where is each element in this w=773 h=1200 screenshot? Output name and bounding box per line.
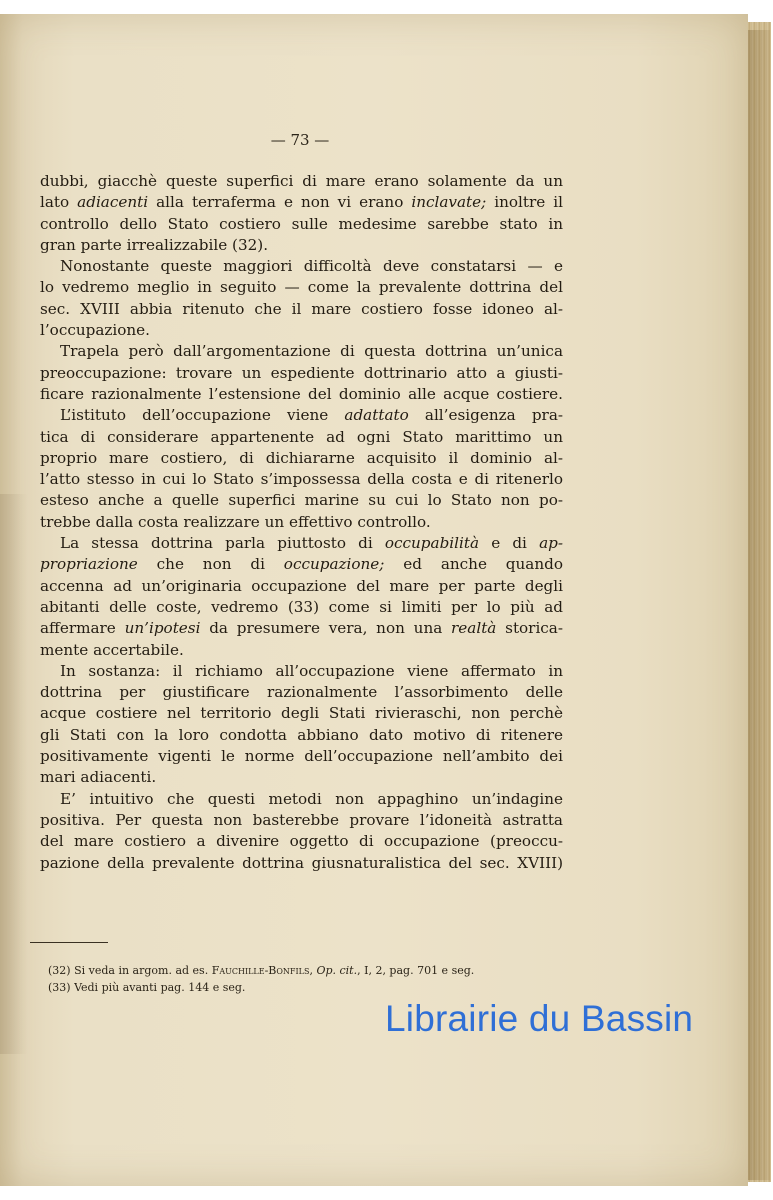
paragraph [40, 171, 563, 256]
text-line [40, 554, 563, 575]
text-line: esteso anche a quelle superfici marine su cui lo Stato non po- [40, 491, 563, 510]
watermark-text: Librairie du Bassin [385, 998, 694, 1039]
footnote-32 [48, 962, 558, 979]
footnote-work: Op. cit. [316, 964, 358, 977]
text-line: abitanti delle coste, vedremo (33) come si limiti per lo più ad [40, 597, 563, 616]
text-line: sec. XVIII abbia ritenuto che il mare costiero fosse idoneo al- [40, 299, 563, 318]
footnote-33 [48, 979, 558, 996]
text-line [40, 192, 563, 213]
text-line: positiva. Per questa non basterebbe provare l’idoneità astratta [40, 810, 563, 829]
text-line: mari adiacenti. [40, 768, 157, 787]
text-line: Trapela però dall’argomentazione di questa dottrina un’unica [60, 342, 563, 361]
text-line: acque costiere nel territorio degli Stati rivieraschi, non perchè [40, 704, 563, 723]
text-line: gran parte irrealizzabile (32). [40, 235, 269, 254]
paragraph [40, 789, 563, 874]
footnote-separator: , [309, 964, 317, 977]
text-line [40, 405, 563, 426]
paragraph [40, 533, 563, 661]
paragraph [40, 341, 563, 405]
text-line: gli Stati con la loro condotta abbiano dato motivo di ritenere [40, 725, 563, 744]
text-line: del mare costiero a divenire oggetto di occupazione (preoccu- [40, 832, 563, 851]
page-number: — 73 — [270, 131, 330, 149]
body-text [40, 171, 563, 874]
margin-bleed-through [0, 494, 28, 1054]
text-line: lo vedremo meglio in seguito — come la prevalente dottrina del [40, 278, 563, 297]
text-line: In sostanza: il richiamo all’occupazione viene affermato in [60, 661, 563, 680]
footnote-text: (33) Vedi più avanti pag. 144 e seg. [48, 981, 246, 994]
text-line: ficare razionalmente l’estensione del dominio alle acque costiere. [40, 384, 563, 403]
text-line-content: propriazione che non di occupazione; ed anche quando [40, 555, 564, 574]
text-line: E’ intuitivo che questi metodi non appaghino un’indagine [60, 789, 563, 808]
text-line: trebbe dalla costa realizzare un effettivo controllo. [40, 512, 431, 531]
text-line: mente accertabile. [40, 640, 184, 659]
text-line [40, 533, 563, 554]
footnote-rest: , I, 2, pag. 701 e seg. [357, 964, 475, 977]
text-line: pazione della prevalente dottrina giusnaturalistica del sec. XVIII) [40, 853, 563, 872]
text-line [40, 618, 563, 639]
text-line: l’atto stesso in cui lo Stato s’impossessa della costa e di ritenerlo [40, 470, 563, 489]
footnote-author: Fauchille-Bonfils [211, 964, 310, 977]
paragraph [40, 256, 563, 341]
text-line: Nonostante queste maggiori difficoltà deve constatarsi — e [60, 257, 563, 276]
text-line: controllo dello Stato costiero sulle medesime sarebbe stato in [40, 214, 563, 233]
text-line: proprio mare costiero, di dichiararne acquisito il dominio al- [40, 448, 563, 467]
text-line: preoccupazione: trovare un espediente dottrinario atto a giusti- [40, 363, 563, 382]
text-line: l’occupazione. [40, 321, 150, 340]
footnote-text: (32) Si veda in argom. ad es. [48, 964, 212, 977]
page-edge-shadow [746, 30, 770, 1180]
text-line: positivamente vigenti le norme dell’occupazione nell’ambito dei [40, 747, 563, 766]
text-line: dottrina per giustificare razionalmente l’assorbimento delle [40, 683, 563, 702]
text-line: accenna ad un’originaria occupazione del mare per parte degli [40, 576, 563, 595]
paragraph [40, 405, 563, 533]
footnote-divider [30, 942, 108, 943]
text-line-content: L’istituto dell’occupazione viene adattato all’esigenza pra- [60, 406, 564, 425]
footnotes [48, 962, 558, 996]
text-line-content: La stessa dottrina parla piuttosto di occupabilità e di ap- [60, 534, 563, 553]
text-line-content: lato adiacenti alla terraferma e non vi erano inclavate; inoltre il [40, 193, 563, 212]
text-line-content: affermare un’ipotesi da presumere vera, non una realtà storica- [40, 619, 563, 638]
paragraph [40, 661, 563, 789]
text-line: tica di considerare appartenente ad ogni Stato marittimo un [40, 427, 563, 446]
text-line: dubbi, giacchè queste superfici di mare erano solamente da un [40, 172, 563, 190]
